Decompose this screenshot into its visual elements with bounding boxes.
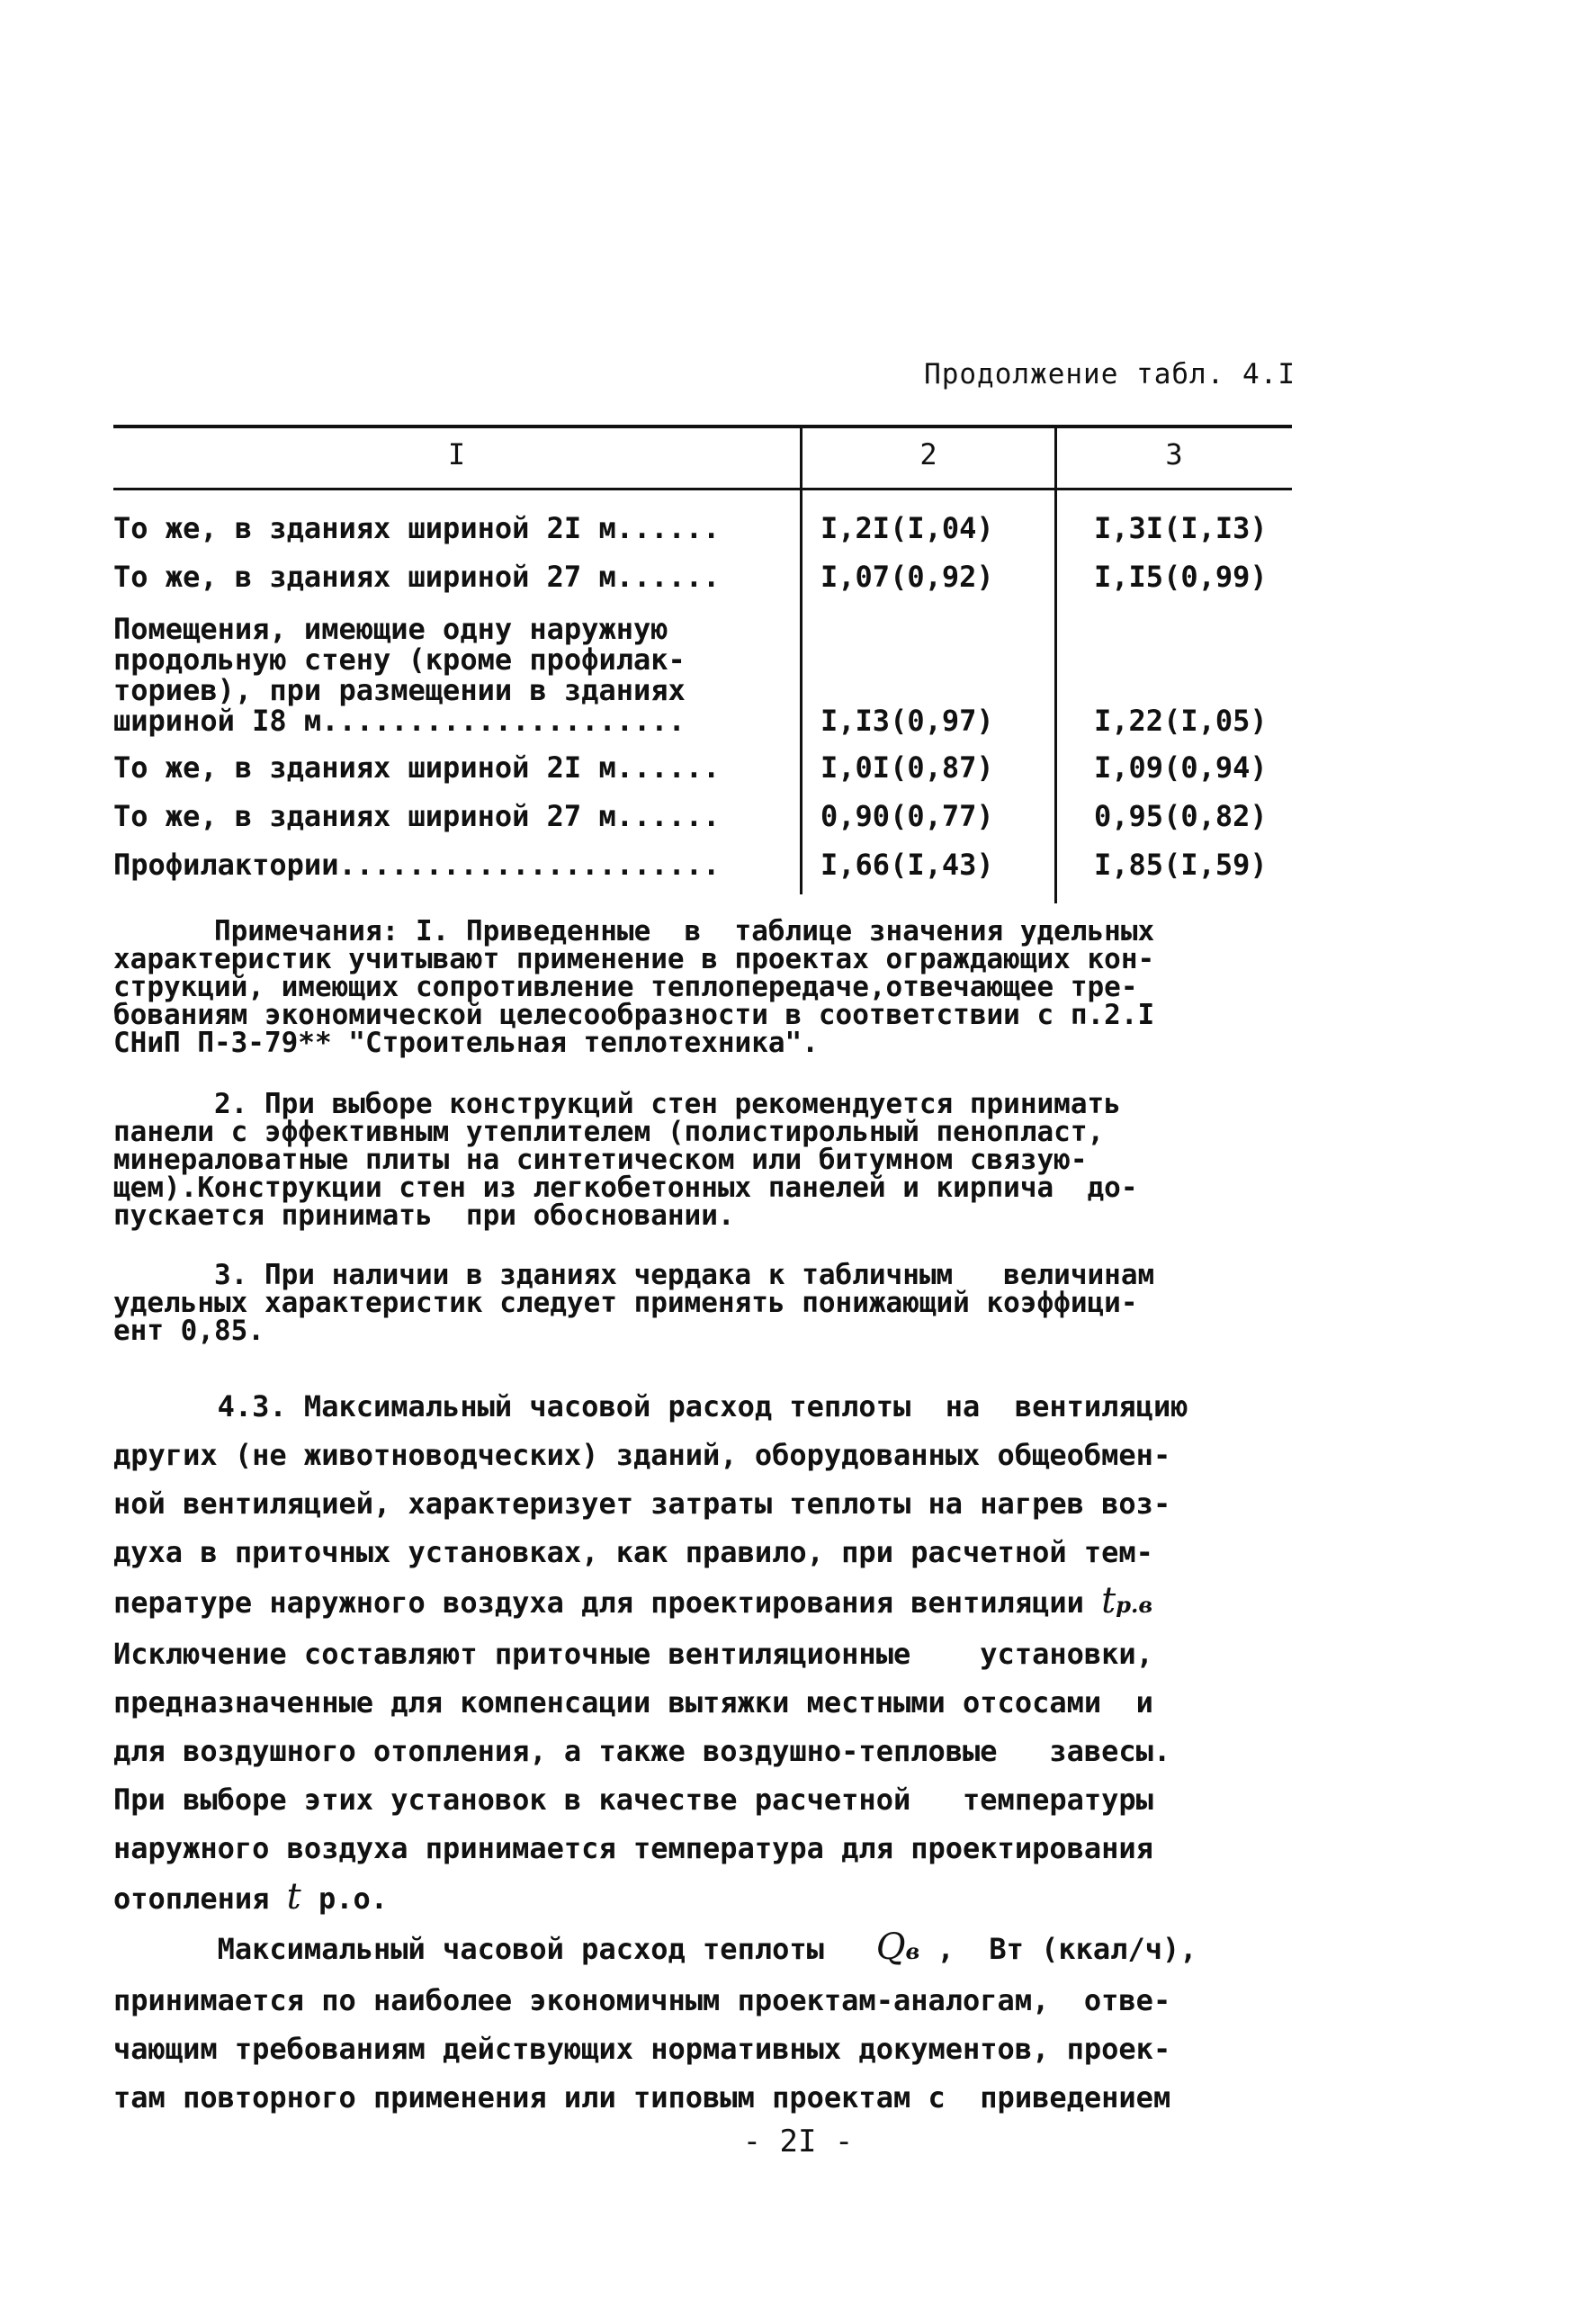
note-1: Примечания: I. Приведенные в таблице значения удельных характеристик учитывают применение в проектах ограждающих кон- струкций, имеющих сопротивление теплопередаче,отвечающее тре- бованиям экономической целесообразности в соответствии с п.2.I СНиП П-3-79** "Строительная теплотехника". (113, 915, 1155, 1059)
paragraph-text: р.о. (300, 1881, 389, 1916)
paragraph-4-3 (113, 1382, 1301, 1923)
paragraph-text: Максимальный часовой расход теплоты (113, 1932, 876, 1966)
table-notes (113, 915, 1301, 1059)
table-notes (113, 1259, 1301, 1347)
row-value-col2: 0,90(0,77) (820, 799, 994, 833)
row-value-col3: I,09(0,94) (1094, 750, 1268, 785)
row-label: Помещения, имеющие одну наружную продольную стену (кроме профилак- ториев), при размещении в зданиях шириной I8 м..................... (113, 612, 686, 738)
row-value-col3: I,I5(0,99) (1094, 560, 1268, 594)
paragraph-text: 4.3. Максимальный часовой расход теплоты на вентиляцию других (не животноводческих) зданий, оборудованных общеобмен- ной вентиляцией, характеризует затраты теплоты на нагрев воз- духа в приточных установках, как правило, при расчетной тем- пературе наружного воздуха для проектирования вентиляции (113, 1389, 1188, 1620)
row-label: То же, в зданиях шириной 27 м...... (113, 560, 721, 594)
paragraph-max-heat (113, 1923, 1301, 2122)
body-text (113, 1382, 1301, 2122)
row-value-col2: I,66(I,43) (820, 848, 994, 882)
formula-symbol: t (1101, 1580, 1116, 1621)
column-header-1: I (447, 437, 466, 471)
table-continuation-caption: Продолжение табл. 4.I (924, 358, 1296, 391)
table-top-rule (113, 425, 1292, 428)
row-value-col3: I,22(I,05) (1094, 704, 1268, 738)
row-value-col2: I,0I(0,87) (820, 750, 994, 785)
column-header-2: 2 (919, 437, 937, 471)
formula-symbol: t (286, 1876, 301, 1917)
row-value-col3: 0,95(0,82) (1094, 799, 1268, 833)
page-number: - 2I - (742, 2124, 854, 2160)
formula-subscript: р.в (1116, 1592, 1153, 1618)
column-divider-2 (1054, 427, 1057, 903)
formula-subscript: в (905, 1938, 920, 1964)
formula-symbol: Q (875, 1926, 906, 1968)
row-value-col2: I,07(0,92) (820, 560, 994, 594)
row-label: То же, в зданиях шириной 27 м...... (113, 799, 721, 833)
column-divider-1 (800, 427, 802, 894)
table-header-rule (113, 488, 1292, 490)
table-notes (113, 1088, 1301, 1232)
paragraph-text: , Вт (ккал/ч), принимается по наиболее экономичным проектам-аналогам, отве- чающим требованиям действующих нормативных документов, проек- там повторного применения или типовым проектам с приведением (113, 1932, 1197, 2115)
row-label: То же, в зданиях шириной 2I м...... (113, 750, 721, 785)
paragraph-text: Исключение составляют приточные вентиляционные установки, предназначенные для компенсации вытяжки местными отсосами и для воздушного отопления, а также воздушно-тепловые завесы. При выборе этих установок в качестве расчетной температуры наружного воздуха принимается температура для проектирования отопления (113, 1637, 1171, 1916)
note-2: 2. При выборе конструкций стен рекомендуется принимать панели с эффективным утеплителем (полистирольный пенопласт, минераловатные плиты на синтетическом или битумном связую- щем).Конструкции стен из легкобетонных панелей и кирпича до- пускается принимать при обосновании. (113, 1088, 1138, 1232)
column-header-3: 3 (1165, 437, 1183, 471)
row-value-col3: I,3I(I,I3) (1094, 511, 1268, 545)
row-value-col3: I,85(I,59) (1094, 848, 1268, 882)
note-3: 3. При наличии в зданиях чердака к табличным величинам удельных характеристик следует применять понижающий коэффици- ент 0,85. (113, 1259, 1155, 1347)
row-value-col2: I,2I(I,04) (820, 511, 994, 545)
row-label: Профилактории...................... (113, 848, 721, 882)
row-value-col2: I,I3(0,97) (820, 704, 994, 738)
row-label: То же, в зданиях шириной 2I м...... (113, 511, 721, 545)
